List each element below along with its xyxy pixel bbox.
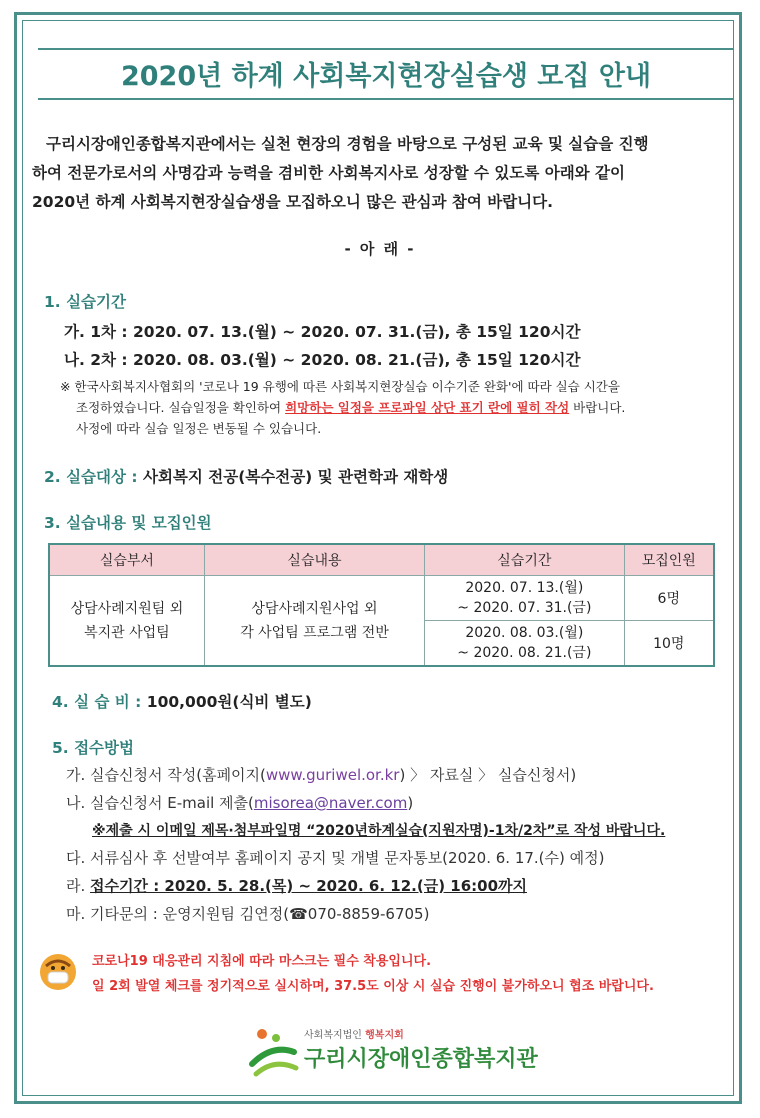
below-heading: - 아 래 - (344, 240, 416, 258)
content-line-2: 각 사업팀 프로그램 전반 (240, 624, 389, 641)
page-title: 2020년 하계 사회복지현장실습생 모집 안내 (120, 61, 652, 92)
count-cell-1: 6명 (624, 576, 714, 621)
section-5-heading: 5. 접수방법 (52, 739, 134, 757)
section-2 (44, 465, 448, 487)
homepage-link[interactable]: www.guriwel.or.kr (265, 766, 400, 784)
period-1: 가. 1차 : 2020. 07. 13.(월) ~ 2020. 07. 31.(금), 총 15일 120시간 (64, 323, 581, 341)
period-2: 나. 2차 : 2020. 08. 03.(월) ~ 2020. 08. 21.(금), 총 15일 120시간 (64, 351, 581, 369)
col-header-period: 실습기간 (425, 544, 624, 576)
col-header-dept: 실습부서 (49, 544, 204, 576)
email-link[interactable]: misorea@naver.com (253, 794, 408, 812)
note-line-2-text: 조정하였습니다. 실습일정을 확인하여 (76, 400, 286, 415)
intro-line-2: 하여 전문가로서의 사명감과 능력을 겸비한 사회복지사로 성장할 수 있도록 아래와 같이 (32, 164, 625, 182)
practice-table (48, 543, 715, 667)
intro-paragraph (32, 130, 734, 217)
section-4-value: 100,000원(식비 별도) (146, 693, 312, 711)
col-header-count: 모집인원 (624, 544, 714, 576)
logo-name: 구리시장애인종합복지관 (304, 1047, 538, 1072)
table-row (49, 576, 714, 621)
note-line-2-end: 바랍니다. (569, 400, 626, 415)
mask-notice: 코로나19 대응관리 지침에 따라 마스크는 필수 착용입니다. (92, 954, 432, 969)
section-2-value: 사회복지 전공(복수전공) 및 관련학과 재학생 (142, 468, 449, 486)
apply-step-b (66, 792, 413, 813)
fever-check-notice: 일 2회 발열 체크를 정기적으로 실시하며, 37.5도 이상 시 실습 진행이 불가하오니 협조 바랍니다. (92, 979, 654, 994)
logo-mark-icon (244, 1024, 300, 1080)
apply-step-b-text: 나. 실습신청서 E-mail 제출( (66, 794, 254, 812)
intro-line-3: 2020년 하계 사회복지현장실습생을 모집하오니 많은 관심과 참여 바랍니다. (32, 193, 554, 211)
section-4 (52, 690, 312, 712)
content-line-1: 상담사례지원사업 외 (251, 600, 378, 617)
period-1-start: 2020. 07. 13.(월) (465, 580, 584, 596)
title-bottom-rule (38, 98, 734, 100)
apply-step-b-end: ) (407, 794, 414, 812)
period-cell-2 (425, 621, 624, 667)
mask-face-icon (40, 954, 76, 990)
note-line-3: 사정에 따라 실습 일정은 변동될 수 있습니다. (76, 421, 322, 436)
note-line-1: ※ 한국사회복지사협회의 '코로나 19 유행에 따른 사회복지현장실습 이수기준 완화'에 따라 실습 시간을 (60, 379, 620, 394)
logo-foundation-label: 사회복지법인 (304, 1030, 366, 1041)
dept-cell (49, 576, 204, 667)
title-top-rule (38, 48, 734, 50)
intro-line-1: 구리시장애인종합복지관에서는 실천 현장의 경험을 바탕으로 구성된 교육 및 실습을 진행 (46, 135, 649, 153)
logo-brand-label: 행복지회 (365, 1030, 404, 1041)
period-note (60, 376, 730, 439)
apply-step-d (66, 875, 527, 896)
period-cell-1 (425, 576, 624, 621)
section-3-heading: 3. 실습내용 및 모집인원 (44, 514, 212, 532)
count-cell-2: 10명 (624, 621, 714, 667)
apply-step-a-text: 가. 실습신청서 작성(홈페이지( (66, 766, 266, 784)
col-header-content: 실습내용 (204, 544, 424, 576)
note-line-2 (60, 397, 730, 418)
dept-line-1: 상담사례지원팀 외 (70, 600, 184, 617)
content-cell (204, 576, 424, 667)
note-highlight: 희망하는 일정을 프로파일 상단 표기 란에 필히 작성 (285, 400, 570, 415)
period-2-end: ~ 2020. 08. 21.(금) (457, 645, 592, 661)
application-period: 접수기간 : 2020. 5. 28.(목) ~ 2020. 6. 12.(금) 16:00까지 (90, 877, 527, 895)
organization-logo (244, 1024, 538, 1080)
email-subject-note: ※제출 시 이메일 제목·첨부파일명 “2020년하계실습(지원자명)-1차/2차”로 작성 바랍니다. (92, 823, 666, 839)
apply-step-c: 다. 서류심사 후 선발여부 홈페이지 공지 및 개별 문자통보(2020. 6. 17.(수) 예정) (66, 849, 605, 867)
apply-step-a-end: ) 〉 자료실 〉 실습신청서) (399, 766, 577, 784)
section-1-heading: 1. 실습기간 (44, 293, 126, 311)
period-1-end: ~ 2020. 07. 31.(금) (457, 600, 592, 616)
apply-step-e: 마. 기타문의 : 운영지원팀 김연정(☎070-8859-6705) (66, 905, 430, 923)
dept-line-2: 복지관 사업팀 (84, 624, 170, 641)
logo-small-text (304, 1026, 404, 1041)
apply-step-d-text: 라. (66, 877, 91, 895)
apply-step-a (66, 764, 576, 785)
section-4-heading: 4. 실 습 비 : (52, 693, 142, 711)
table-header-row (49, 544, 714, 576)
section-2-heading: 2. 실습대상 : (44, 468, 138, 486)
period-2-start: 2020. 08. 03.(월) (465, 625, 584, 641)
